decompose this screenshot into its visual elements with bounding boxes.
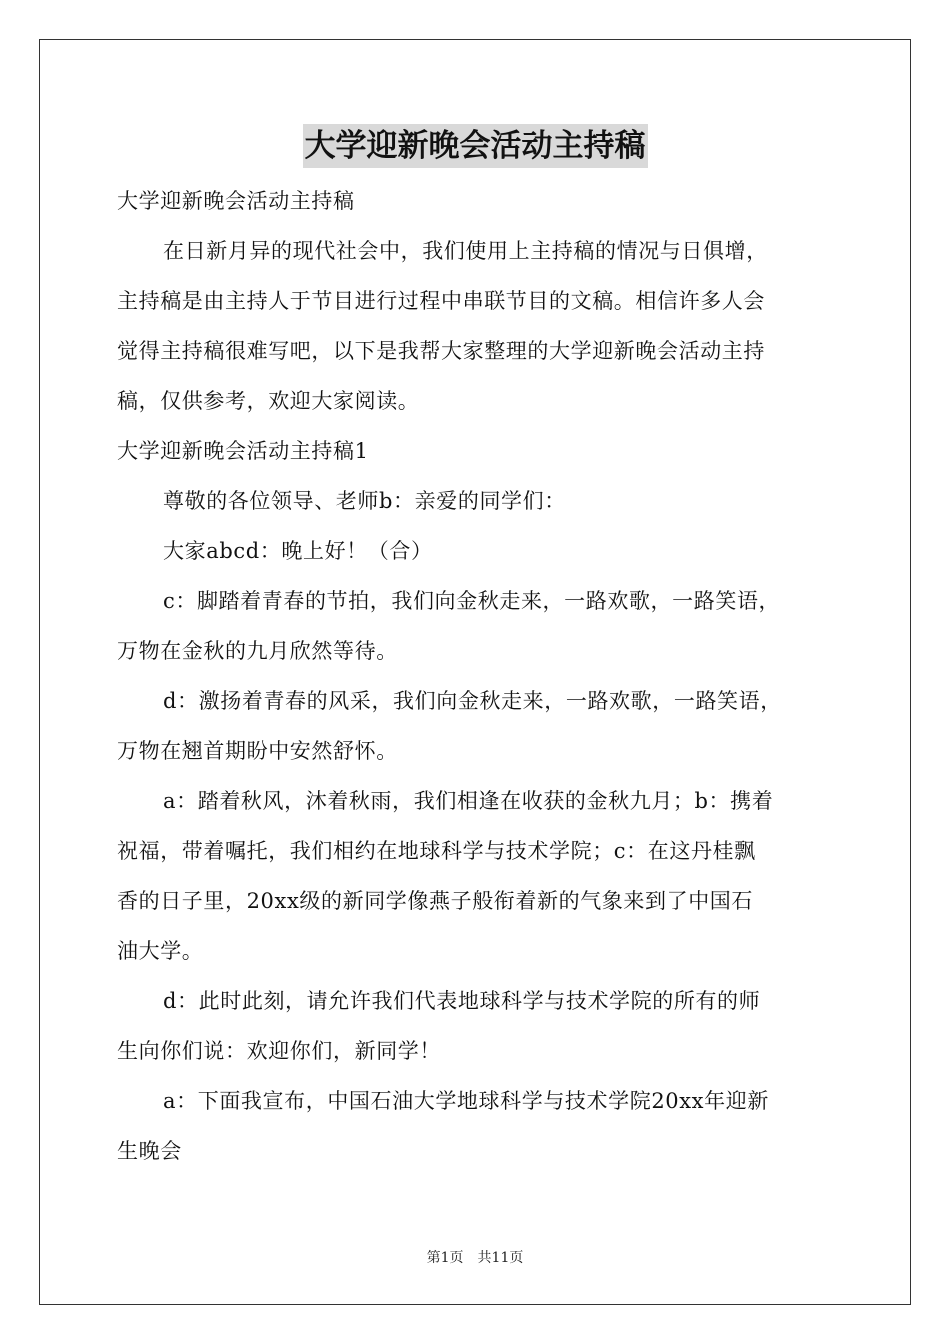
- text-line: 万物在翘首期盼中安然舒怀。: [117, 739, 398, 763]
- text-line: a：踏着秋风，沐着秋雨，我们相逢在收获的金秋九月；b：携着: [163, 789, 774, 813]
- document-title-wrapper: [0, 124, 950, 168]
- text-line: c：脚踏着青春的节拍，我们向金秋走来，一路欢歌，一路笑语，: [163, 589, 781, 613]
- text-line: 祝福，带着嘱托，我们相约在地球科学与技术学院；c：在这丹桂飘: [117, 839, 756, 863]
- text-line: 生向你们说：欢迎你们，新同学！: [117, 1039, 441, 1063]
- text-line: d：此时此刻，请允许我们代表地球科学与技术学院的所有的师: [163, 989, 761, 1013]
- text-line: a：下面我宣布，中国石油大学地球科学与技术学院20xx年迎新: [163, 1089, 769, 1113]
- text-line: 主持稿是由主持人于节目进行过程中串联节目的文稿。相信许多人会: [117, 289, 765, 313]
- text-line: 香的日子里，20xx级的新同学像燕子般衔着新的气象来到了中国石: [117, 889, 754, 913]
- text-line: 大家abcd：晚上好！（合）: [163, 539, 433, 563]
- text-line: 万物在金秋的九月欣然等待。: [117, 639, 398, 663]
- text-line: 大学迎新晚会活动主持稿1: [117, 439, 369, 463]
- document-body: [117, 176, 839, 1176]
- text-line: 稿，仅供参考，欢迎大家阅读。: [117, 389, 420, 413]
- text-line: 在日新月异的现代社会中，我们使用上主持稿的情况与日俱增，: [163, 239, 768, 263]
- text-line: 尊敬的各位领导、老师b：亲爱的同学们：: [163, 489, 566, 513]
- text-line: 生晚会: [117, 1139, 182, 1163]
- text-line: d：激扬着青春的风采，我们向金秋走来，一路欢歌，一路笑语，: [163, 689, 782, 713]
- document-title: 大学迎新晚会活动主持稿: [303, 124, 648, 168]
- text-line: 油大学。: [117, 939, 204, 963]
- text-line: 大学迎新晚会活动主持稿: [117, 189, 355, 213]
- page-footer: 第1页 共11页: [426, 1250, 524, 1266]
- text-line: 觉得主持稿很难写吧，以下是我帮大家整理的大学迎新晚会活动主持: [117, 339, 765, 363]
